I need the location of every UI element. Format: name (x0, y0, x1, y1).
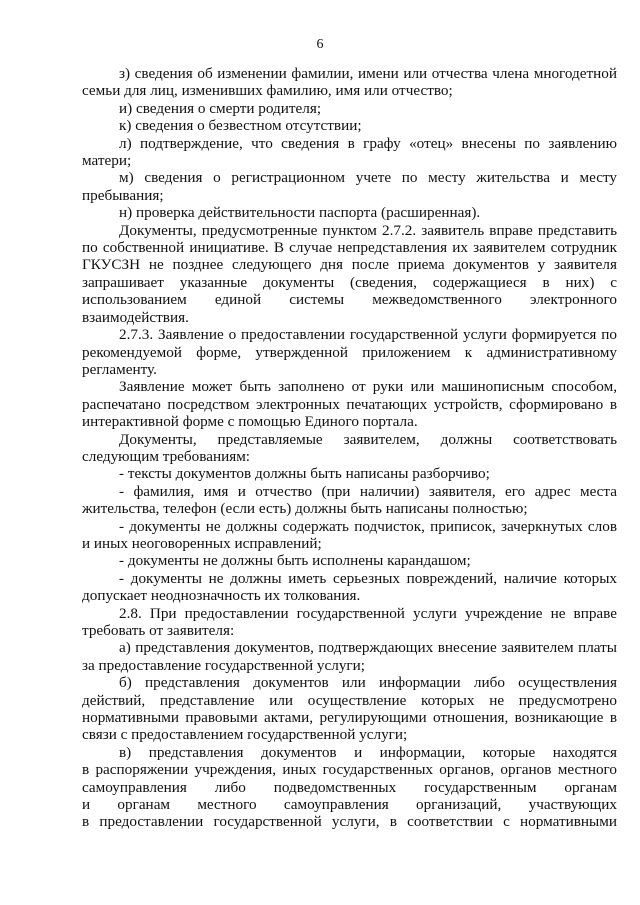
paragraph-documents-own-initiative: Документы, предусмотренные пунктом 2.7.2. заявитель вправе представить по собственной инициативе. В случае непредставления их заявителем сотрудник ГКУСЗН не позднее следующего дня после приема документов у заявителя запрашивает указанные документы (сведения, содержащиеся в них) с использованием единой системы межведомственного электронного взаимодействия. (82, 221, 617, 326)
document-body (82, 65, 617, 831)
requirement-legible: - тексты документов должны быть написаны разборчиво; (119, 465, 490, 483)
paragraph-k: к) сведения о безвестном отсутствии; (119, 117, 362, 135)
text-line: и органам местного самоуправления организаций, участвующих (82, 796, 617, 814)
page-number: 6 (316, 37, 324, 52)
text-line: в распоряжении учреждения, иных государственных органов, органов местного (82, 761, 617, 779)
paragraph-n: н) проверка действительности паспорта (расширенная). (119, 204, 481, 222)
paragraph-requirements-intro: Документы, представляемые заявителем, должны соответствовать следующим требованиям: (82, 430, 617, 465)
paragraph-2-8: 2.8. При предоставлении государственной услуги учреждение не вправе требовать от заявителя: (82, 604, 617, 639)
requirement-no-pencil: - документы не должны быть исполнены карандашом; (119, 552, 471, 570)
paragraph-2-8-a: а) представления документов, подтверждающих внесение заявителем платы за предоставление государственной услуги; (82, 639, 617, 674)
paragraph-2-8-v (82, 744, 617, 831)
paragraph-2-8-b: б) представления документов или информации либо осуществления действий, представление или осуществление которых не предусмотрено нормативными правовыми актами, регулирующими отношения, возникающие в связи с предоставлением государственной услуги; (82, 674, 617, 744)
paragraph-application-filling: Заявление может быть заполнено от руки или машинописным способом, распечатано посредством электронных печатающих устройств, сформировано в интерактивной форме с помощью Единого портала. (82, 378, 617, 431)
requirement-no-damage: - документы не должны иметь серьезных повреждений, наличие которых допускает неоднозначность их толкования. (82, 569, 617, 605)
text-line: в) представления документов и информации, которые находятся (119, 743, 617, 761)
text-line: в предоставлении государственной услуги, в соответствии с нормативными (82, 813, 617, 831)
paragraph-2-7-3: 2.7.3. Заявление о предоставлении государственной услуги формируется по рекомендуемой форме, утвержденной приложением к административному регламенту. (82, 326, 617, 378)
requirement-full-name: - фамилия, имя и отчество (при наличии) заявителя, его адрес места жительства, телефон (если есть) должны быть написаны полностью; (82, 482, 617, 518)
requirement-no-erasures: - документы не должны содержать подчисток, приписок, зачеркнутых слов и иных неоговоренных исправлений; (82, 517, 617, 552)
paragraph-m: м) сведения о регистрационном учете по месту жительства и месту пребывания; (82, 169, 617, 204)
paragraph-i: и) сведения о смерти родителя; (119, 99, 322, 117)
paragraph-z: з) сведения об изменении фамилии, имени или отчества члена многодетной семьи для лиц, изменивших фамилию, имя или отчество; (82, 65, 617, 100)
text-line: самоуправления либо подведомственных государственным органам (82, 778, 617, 796)
paragraph-l: л) подтверждение, что сведения в графу «отец» внесены по заявлению матери; (82, 134, 617, 170)
